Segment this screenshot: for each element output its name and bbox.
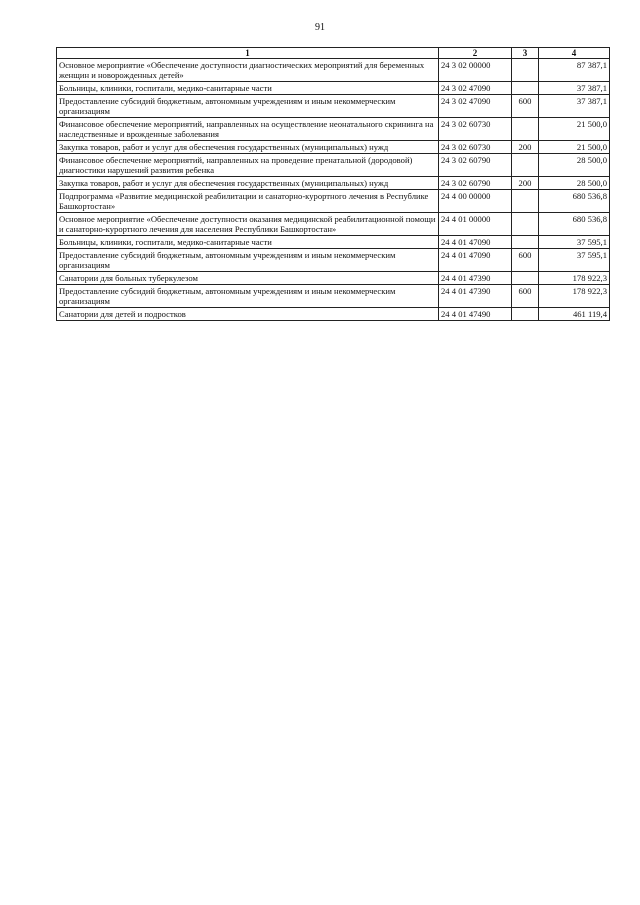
row-amount: 680 536,8 (539, 213, 610, 236)
row-code: 24 4 01 00000 (439, 213, 512, 236)
table-row (57, 177, 610, 190)
row-amount: 37 387,1 (539, 82, 610, 95)
table-row (57, 82, 610, 95)
row-name: Подпрограмма «Развитие медицинской реабилитации и санаторно-курортного лечения в Республике Башкортостан» (57, 190, 439, 213)
row-name: Финансовое обеспечение мероприятий, направленных на осуществление неонатального скрининга на наследственные и врожденные заболевания (57, 118, 439, 141)
row-type (512, 118, 539, 141)
row-code: 24 3 02 00000 (439, 59, 512, 82)
table-row (57, 141, 610, 154)
row-amount: 461 119,4 (539, 308, 610, 321)
table-row (57, 95, 610, 118)
table-row (57, 308, 610, 321)
column-header-code: 2 (439, 48, 512, 59)
row-type: 600 (512, 285, 539, 308)
table-row (57, 272, 610, 285)
row-type: 600 (512, 249, 539, 272)
row-name: Санатории для больных туберкулезом (57, 272, 439, 285)
row-type (512, 59, 539, 82)
row-code: 24 3 02 60790 (439, 154, 512, 177)
row-type (512, 213, 539, 236)
row-code: 24 3 02 60730 (439, 118, 512, 141)
table-row (57, 118, 610, 141)
row-amount: 37 595,1 (539, 249, 610, 272)
row-amount: 21 500,0 (539, 141, 610, 154)
row-amount: 28 500,0 (539, 177, 610, 190)
column-header-amount: 4 (539, 48, 610, 59)
row-amount: 87 387,1 (539, 59, 610, 82)
row-name: Предоставление субсидий бюджетным, автономным учреждениям и иным некоммерческим организациям (57, 249, 439, 272)
row-code: 24 3 02 47090 (439, 95, 512, 118)
row-type (512, 236, 539, 249)
row-code: 24 4 01 47390 (439, 272, 512, 285)
table-row (57, 59, 610, 82)
row-name: Финансовое обеспечение мероприятий, направленных на проведение пренатальной (дородовой) диагностики нарушений развития ребенка (57, 154, 439, 177)
row-amount: 178 922,3 (539, 272, 610, 285)
row-type (512, 272, 539, 285)
row-code: 24 3 02 47090 (439, 82, 512, 95)
table-row (57, 285, 610, 308)
row-name: Основное мероприятие «Обеспечение доступности оказания медицинской реабилитационной помощи и санаторно-курортного лечения для населения Республики Башкортостан» (57, 213, 439, 236)
row-amount: 37 595,1 (539, 236, 610, 249)
row-name: Основное мероприятие «Обеспечение доступности диагностических мероприятий для беременных женщин и новорожденных детей» (57, 59, 439, 82)
table-row (57, 236, 610, 249)
row-name: Больницы, клиники, госпитали, медико-санитарные части (57, 236, 439, 249)
row-name: Предоставление субсидий бюджетным, автономным учреждениям и иным некоммерческим организациям (57, 285, 439, 308)
row-amount: 37 387,1 (539, 95, 610, 118)
table-row (57, 154, 610, 177)
row-type (512, 308, 539, 321)
page-number: 91 (315, 22, 325, 33)
row-amount: 680 536,8 (539, 190, 610, 213)
row-type: 200 (512, 177, 539, 190)
row-code: 24 4 01 47090 (439, 249, 512, 272)
row-name: Санатории для детей и подростков (57, 308, 439, 321)
column-header-type: 3 (512, 48, 539, 59)
column-header-name: 1 (57, 48, 439, 59)
row-name: Закупка товаров, работ и услуг для обеспечения государственных (муниципальных) нужд (57, 141, 439, 154)
table-row (57, 190, 610, 213)
budget-table (56, 47, 610, 321)
row-type: 600 (512, 95, 539, 118)
row-amount: 178 922,3 (539, 285, 610, 308)
row-name: Больницы, клиники, госпитали, медико-санитарные части (57, 82, 439, 95)
row-code: 24 4 01 47090 (439, 236, 512, 249)
row-name: Предоставление субсидий бюджетным, автономным учреждениям и иным некоммерческим организациям (57, 95, 439, 118)
row-amount: 21 500,0 (539, 118, 610, 141)
row-type: 200 (512, 141, 539, 154)
row-code: 24 4 00 00000 (439, 190, 512, 213)
row-type (512, 154, 539, 177)
row-code: 24 4 01 47390 (439, 285, 512, 308)
row-code: 24 3 02 60790 (439, 177, 512, 190)
row-code: 24 3 02 60730 (439, 141, 512, 154)
table-row (57, 213, 610, 236)
table-header-row (57, 48, 610, 59)
row-type (512, 190, 539, 213)
table-row (57, 249, 610, 272)
row-name: Закупка товаров, работ и услуг для обеспечения государственных (муниципальных) нужд (57, 177, 439, 190)
row-amount: 28 500,0 (539, 154, 610, 177)
row-code: 24 4 01 47490 (439, 308, 512, 321)
row-type (512, 82, 539, 95)
